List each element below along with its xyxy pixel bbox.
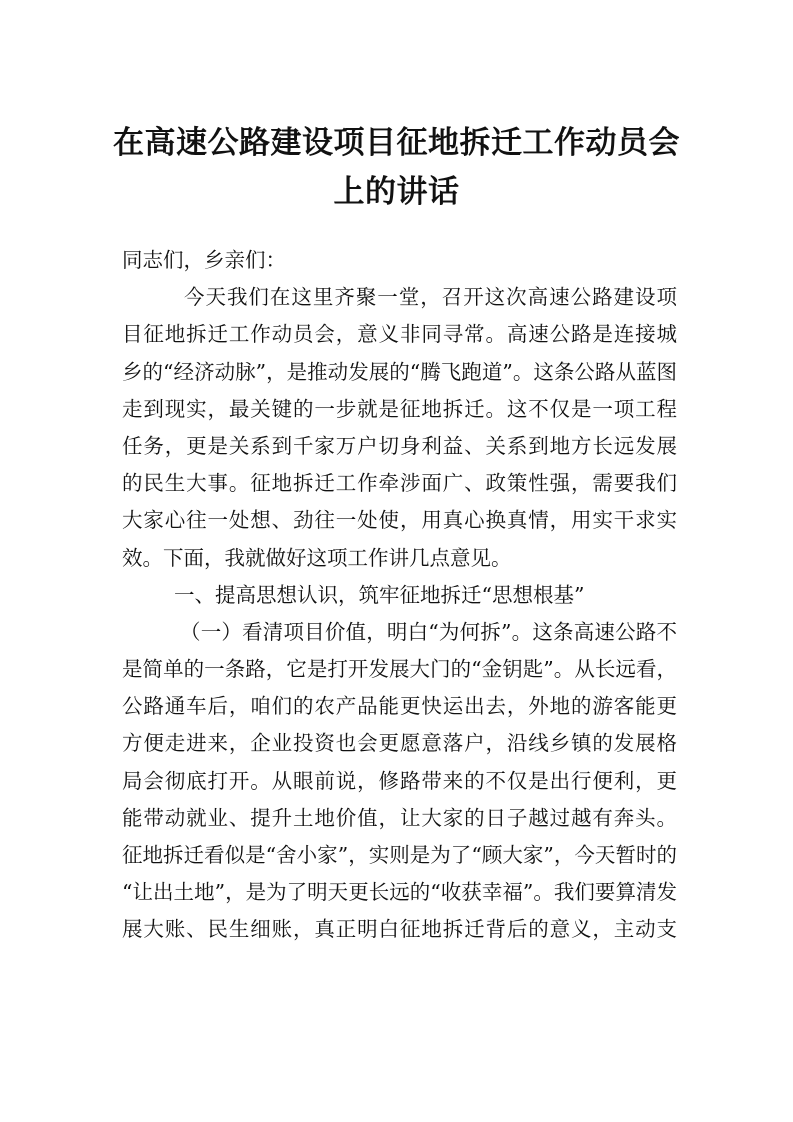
- paragraph-line: 展大账、民生细账，真正明白征地拆迁背后的意义，主动支: [122, 917, 677, 942]
- speech-body: [122, 242, 677, 949]
- paragraph-line: 乡的“经济动脉”，是推动发展的“腾飞跑道”。这条公路从蓝图: [122, 359, 677, 384]
- document-title-line-2: 上的讲话: [333, 174, 460, 210]
- paragraph-line: “让出土地”，是为了明天更长远的“收获幸福”。我们要算清发: [122, 880, 677, 905]
- paragraph-line: 是简单的一条路，它是打开发展大门的“金钥匙”。从长远看，: [122, 657, 677, 682]
- paragraph-line: 效。下面，我就做好这项工作讲几点意见。: [122, 545, 512, 570]
- paragraph-line: 的民生大事。征地拆迁工作牵涉面广、政策性强，需要我们: [122, 471, 677, 496]
- paragraph-line: 今天我们在这里齐聚一堂，召开这次高速公路建设项: [184, 285, 677, 310]
- section-heading: 一、提高思想认识，筑牢征地拆迁“思想根基”: [174, 582, 585, 607]
- salutation: 同志们，乡亲们：: [122, 248, 286, 272]
- paragraph-line: 走到现实，最关键的一步就是征地拆迁。这不仅是一项工程: [122, 396, 677, 421]
- paragraph-line: 方便走进来，企业投资也会更愿意落户，沿线乡镇的发展格: [122, 731, 677, 756]
- document-title-line-1: 在高速公路建设项目征地拆迁工作动员会: [113, 125, 680, 161]
- paragraph-line: 公路通车后，咱们的农产品能更快运出去，外地的游客能更: [122, 694, 677, 719]
- paragraph-line: 目征地拆迁工作动员会，意义非同寻常。高速公路是连接城: [122, 322, 677, 347]
- paragraph-line: 征地拆迁看似是“舍小家”，实则是为了“顾大家”，今天暂时的: [122, 843, 677, 867]
- paragraph-line: 能带动就业、提升土地价值，让大家的日子越过越有奔头。: [122, 805, 677, 830]
- paragraph-line: 局会彻底打开。从眼前说，修路带来的不仅是出行便利，更: [122, 768, 677, 793]
- paragraph-line: 任务，更是关系到千家万户切身利益、关系到地方长远发展: [122, 433, 677, 458]
- paragraph-line: （一）看清项目价值，明白“为何拆”。这条高速公路不: [180, 619, 677, 644]
- paragraph-line: 大家心往一处想、劲往一处使，用真心换真情，用实干求实: [122, 508, 677, 533]
